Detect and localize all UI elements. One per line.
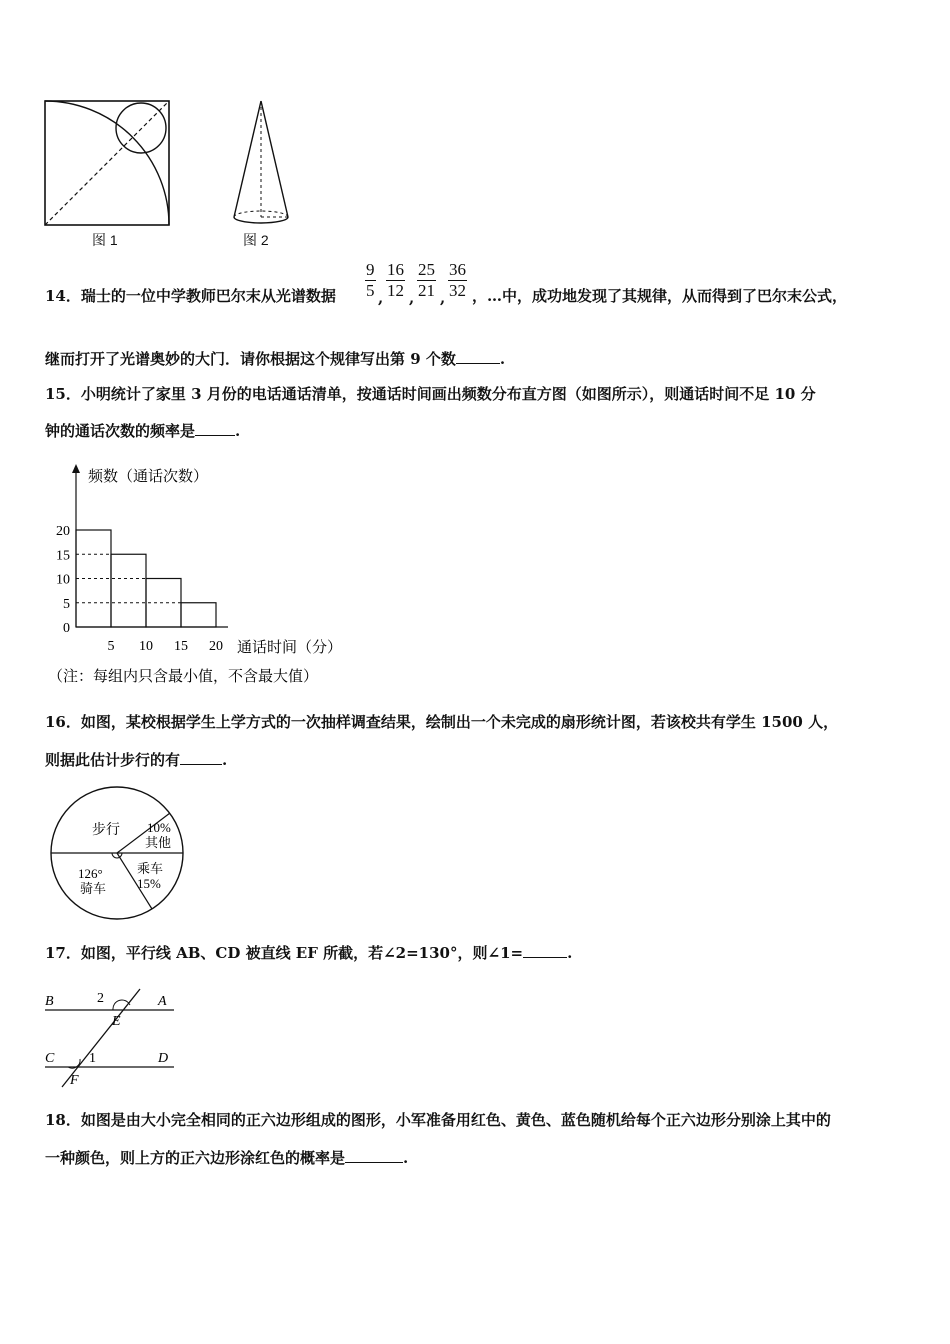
answer-blank[interactable] (180, 750, 222, 765)
q18-line-1: 18．如图是由大小完全相同的正六边形组成的图形，小军准备用红色、黄色、蓝色随机给每个正六边形分别涂上其中的 (45, 1111, 831, 1129)
y-tick-label: 10 (56, 572, 70, 588)
fraction-denominator: 5 (366, 281, 375, 300)
histogram-bar-10-15 (146, 579, 181, 628)
y-axis-label: 频数（通话次数） (88, 469, 209, 485)
q17-line-1: 17．如图，平行线 AB、CD 被直线 EF 所截，若∠2=130°，则∠1= . (45, 944, 573, 962)
q14-line-2: 继而打开了光谱奥妙的大门．请你根据这个规律写出第 9 个数 . (45, 350, 506, 368)
y-tick-label: 0 (63, 621, 70, 636)
histogram-bar-0-5 (76, 530, 111, 627)
label-b: B (45, 994, 54, 1009)
y-tick-label: 5 (63, 596, 70, 612)
q16-line-2: 则据此估计步行的有 . (45, 751, 228, 769)
fraction-numerator: 16 (387, 260, 404, 279)
diagonal (45, 101, 169, 225)
label-f: F (70, 1073, 79, 1088)
label-bike: 骑车 (80, 881, 107, 896)
q15-line-2: 钟的通话次数的频率是 . (45, 422, 241, 440)
figure-1-square-circle (40, 95, 180, 230)
label-bike-angle: 126° (78, 866, 103, 881)
q14-fraction-4 (448, 260, 467, 301)
fraction-denominator: 12 (387, 281, 404, 300)
fraction-denominator: 21 (418, 281, 435, 300)
parallel-lines-diagram (40, 985, 180, 1090)
q16-line-1: 16．如图，某校根据学生上学方式的一次抽样调查结果，绘制出一个未完成的扇形统计图，若该校共有学生 1500 人， (45, 713, 839, 731)
figure-2-caption: 图 2 (243, 232, 269, 248)
q14-fraction-2 (386, 260, 405, 301)
pie-chart-commute (44, 782, 194, 927)
answer-blank[interactable] (345, 1148, 403, 1163)
q15-line-1: 15．小明统计了家里 3 月份的电话通话清单，按通话时间画出频数分布直方图（如图所示），则通话时间不足 10 分 (45, 385, 816, 403)
q14-suffix: ，…中，成功地发现了其规律，从而得到了巴尔末公式， (472, 287, 848, 305)
fraction-numerator: 36 (449, 260, 466, 279)
y-tick-label: 20 (56, 524, 70, 539)
figure-2-cone (228, 95, 298, 230)
x-tick-label: 15 (174, 639, 188, 654)
histogram-bar-15-20 (181, 603, 216, 627)
label-c: C (45, 1051, 55, 1066)
frequency-histogram (40, 460, 360, 690)
label-e: E (112, 1014, 121, 1029)
label-angle-2: 2 (97, 991, 104, 1006)
x-tick-label: 5 (107, 639, 115, 654)
fraction-numerator: 9 (366, 260, 375, 279)
label-d: D (158, 1051, 169, 1066)
label-other-pct: 10% (147, 820, 171, 835)
q18-line-2: 一种颜色，则上方的正六边形涂红色的概率是 . (45, 1149, 409, 1167)
q14-prefix: 14．瑞士的一位中学教师巴尔末从光谱数据 (45, 287, 336, 305)
q14-fraction-3 (417, 260, 436, 301)
fraction-numerator: 25 (418, 260, 435, 279)
label-bus: 乘车 (137, 861, 164, 876)
label-bus-pct: 15% (137, 876, 161, 891)
q14-fraction-1 (365, 260, 376, 301)
answer-blank[interactable] (523, 943, 567, 958)
figure-1-caption: 图 1 (92, 232, 118, 248)
y-axis-arrow (72, 464, 80, 473)
x-tick-label: 10 (139, 639, 153, 654)
answer-blank[interactable] (195, 421, 235, 436)
histogram-bar-5-10 (111, 554, 146, 627)
label-walk: 步行 (92, 823, 120, 838)
label-a: A (158, 994, 167, 1009)
label-angle-1: 1 (89, 1051, 96, 1066)
fraction-denominator: 32 (449, 281, 466, 300)
label-other: 其他 (145, 835, 172, 850)
histogram-note: （注：每组内只含最小值，不含最大值） (48, 669, 319, 685)
answer-blank[interactable] (456, 349, 500, 364)
y-tick-label: 15 (56, 548, 70, 564)
x-axis-label: 通话时间（分） (237, 640, 343, 656)
x-tick-label: 20 (209, 639, 223, 654)
